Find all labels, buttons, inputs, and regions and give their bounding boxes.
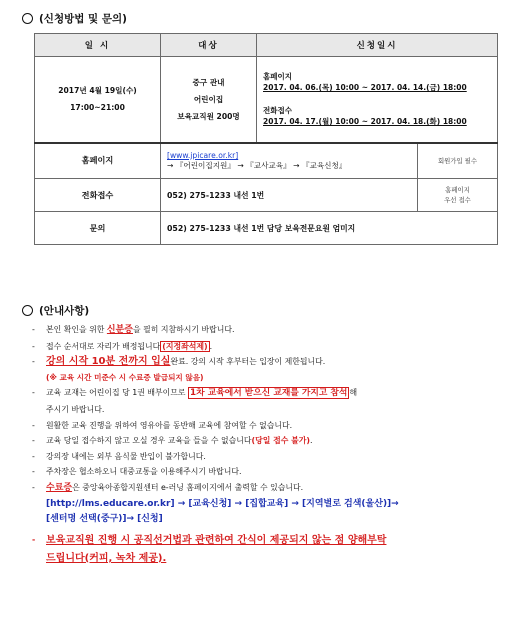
- section-title-application: [22, 11, 127, 26]
- homepage-label: 홈페이지: [35, 143, 161, 179]
- list-item: - 원활한 교육 진행을 위하여 영유아를 동반해 교육에 참여할 수 없습니다.: [32, 420, 293, 430]
- list-item: - 주차장은 협소하오니 대중교통을 이용해주시기 바랍니다.: [32, 467, 242, 477]
- homepage-row: [35, 143, 498, 179]
- event-time: 17:00~21:00: [70, 103, 125, 113]
- list-item: - 강의 시작 10분 전까지 입실완료. 강의 시작 후부터는 입장이 제한됩니다.: [32, 356, 326, 368]
- section-title-notice: [22, 303, 89, 318]
- event-target: [161, 57, 257, 143]
- schedule-hp-period: 2017. 04. 06.(목) 10:00 ~ 2017. 04. 14.(금) 18:00: [263, 83, 467, 93]
- event-date: 2017년 4월 19일(수): [58, 86, 137, 96]
- phone-note: [418, 179, 498, 212]
- target-line-2: 어린이집: [193, 94, 224, 104]
- list-item: - 수료증은 중앙육아종합지원센터 e-러닝 홈페이지에서 출력할 수 있습니다.: [32, 482, 304, 493]
- homepage-note: 회원가입 필수: [418, 143, 498, 179]
- inquiry-label: 문의: [35, 212, 161, 245]
- circle-bullet-icon: [22, 305, 33, 316]
- schedule-phone-period: 2017. 04. 17.(월) 10:00 ~ 2017. 04. 18.(화) 18:00: [263, 117, 467, 127]
- phone-value: 052) 275-1233 내선 1번: [161, 179, 418, 212]
- header-date: 일 시: [35, 34, 161, 57]
- homepage-link[interactable]: [www.jpicare.or.kr]: [167, 150, 239, 160]
- application-schedule: [257, 57, 498, 143]
- homepage-path-text: → 『어린이집지원』 → 『교사교육』 → 『교육신청』: [167, 160, 347, 170]
- application-table: [34, 33, 498, 245]
- target-line-3: 보육교직원 200명: [177, 111, 240, 121]
- lms-path-line-1: [http://lms.educare.or.kr] → [교육신청] → [집합교육] → [지역별로 검색(울산)]→: [46, 498, 399, 509]
- homepage-path: [161, 143, 418, 179]
- table-header-row: [35, 34, 498, 57]
- section-title-text: (신청방법 및 문의): [39, 13, 127, 25]
- circle-bullet-icon: [22, 13, 33, 24]
- list-item-warning: (※ 교육 시간 미준수 시 수료증 발급되지 않음): [46, 372, 204, 382]
- schedule-hp-label: 홈페이지: [263, 72, 292, 82]
- list-item: - 교육 당일 접수하지 않고 오실 경우 교육을 들을 수 없습니다(당일 접수 불가).: [32, 436, 313, 446]
- list-item: - 보육교직원 진행 시 공직선거법과 관련하여 간식이 제공되지 않는 점 양해부탁: [32, 534, 387, 546]
- inquiry-value: 052) 275-1233 내선 1번 담당 보육전문요원 엄미지: [161, 212, 498, 245]
- list-item: - 교육 교재는 어린이집 당 1권 배부이므로 1차 교육에서 받으신 교재를 가지고 참석 해: [32, 388, 358, 399]
- header-target: 대상: [161, 34, 257, 57]
- list-item: - 강의장 내에는 외부 음식물 반입이 불가합니다.: [32, 451, 206, 461]
- phone-note-1: 홈페이지: [445, 186, 470, 194]
- event-row: [35, 57, 498, 143]
- phone-row: [35, 179, 498, 212]
- schedule-phone-label: 전화접수: [263, 106, 292, 116]
- section-title-text: (안내사항): [39, 305, 90, 317]
- phone-label: 전화접수: [35, 179, 161, 212]
- lms-path-line-2: [센터명 선택(중구)]→ [신청]: [46, 514, 163, 525]
- notice-list: [28, 322, 503, 568]
- header-period: 신청일시: [257, 34, 498, 57]
- target-line-1: 중구 관내: [192, 77, 225, 87]
- phone-note-2: 우선 접수: [444, 196, 471, 204]
- list-item: - 본인 확인을 위한 신분증을 필히 지참하시기 바랍니다.: [32, 325, 235, 335]
- inquiry-row: [35, 212, 498, 245]
- list-item-continuation: 드립니다(커피, 녹차 제공).: [46, 552, 167, 564]
- list-item-continuation: 주시기 바랍니다.: [46, 404, 105, 414]
- list-item: - 접수 순서대로 자리가 배정됩니다 (지정좌석제) .: [32, 341, 213, 351]
- event-datetime: [35, 57, 161, 143]
